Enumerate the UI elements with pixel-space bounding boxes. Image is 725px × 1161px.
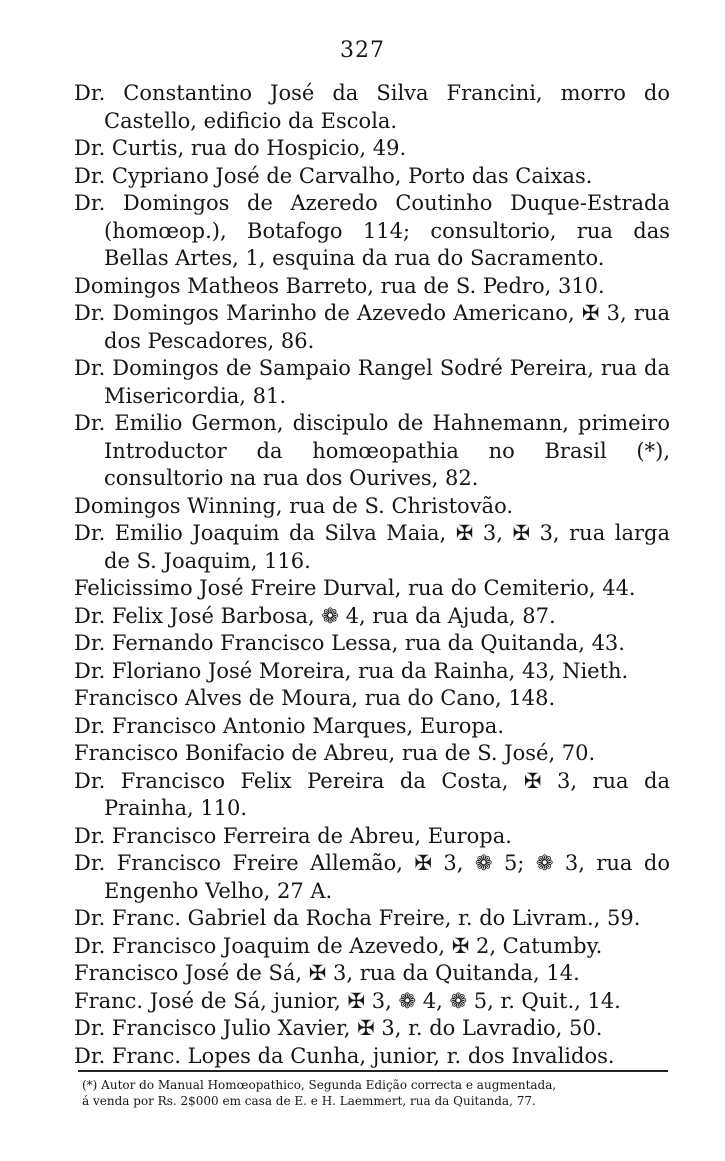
directory-entry: Dr. Franc. Gabriel da Rocha Freire, r. do Livram., 59. — [74, 906, 641, 930]
directory-entry: Dr. Francisco Freire Allemão, ✠ 3, ❁ 5; ❁ 3, rua do Engenho Velho, 27 A. — [74, 851, 670, 903]
directory-entry: Dr. Curtis, rua do Hospicio, 49. — [74, 136, 407, 160]
page-number: 327 — [340, 38, 385, 63]
footnote-line: (*) Autor do Manual Homœopathico, Segunda Edição correcta e augmentada, — [82, 1078, 557, 1092]
directory-entry: Dr. Domingos Marinho de Azevedo Americano, ✠ 3, rua dos Pescadores, 86. — [74, 301, 670, 353]
directory-entry: Francisco Alves de Moura, rua do Cano, 148. — [74, 686, 556, 710]
directory-entry: Dr. Francisco Julio Xavier, ✠ 3, r. do Lavradio, 50. — [74, 1016, 603, 1040]
directory-entry: Dr. Emilio Germon, discipulo de Hahnemann, primeiro Introductor da homœopathia no Brasil (*), consultorio na rua dos Ourives, 82. — [74, 411, 670, 490]
directory-entry: Dr. Franc. Lopes da Cunha, junior, r. dos Invalidos. — [74, 1043, 615, 1068]
directory-entry: Felicissimo José Freire Durval, rua do Cemiterio, 44. — [74, 576, 636, 600]
footnote-divider — [78, 1070, 668, 1072]
footnote — [82, 1077, 670, 1109]
directory-entry: Francisco Bonifacio de Abreu, rua de S. José, 70. — [74, 741, 596, 765]
directory-entry: Dr. Domingos de Sampaio Rangel Sodré Pereira, rua da Misericordia, 81. — [74, 356, 670, 408]
directory-entry: Dr. Domingos de Azeredo Coutinho Duque-Estrada (homœop.), Botafogo 114; consultorio, rua das Bellas Artes, 1, esquina da rua do Sacramento. — [74, 191, 670, 270]
directory-entry: Dr. Francisco Joaquim de Azevedo, ✠ 2, Catumby. — [74, 933, 603, 958]
directory-entry: Dr. Emilio Joaquim da Silva Maia, ✠ 3, ✠ 3, rua larga de S. Joaquim, 116. — [74, 521, 670, 573]
directory-entry: Domingos Winning, rua de S. Christovão. — [74, 493, 514, 518]
footnote-line: á venda por Rs. 2$000 em casa de E. e H. Laemmert, rua da Quitanda, 77. — [82, 1094, 536, 1108]
directory-entry: Dr. Cypriano José de Carvalho, Porto das Caixas. — [74, 163, 593, 188]
directory-entry: Franc. José de Sá, junior, ✠ 3, ❁ 4, ❁ 5, r. Quit., 14. — [74, 988, 621, 1013]
directory-entry: Francisco José de Sá, ✠ 3, rua da Quitanda, 14. — [74, 961, 580, 985]
directory-entry: Dr. Felix José Barbosa, ❁ 4, rua da Ajuda, 87. — [74, 603, 556, 628]
directory-entry: Dr. Francisco Antonio Marques, Europa. — [74, 713, 504, 738]
directory-entry: Dr. Floriano José Moreira, rua da Rainha, 43, Nieth. — [74, 658, 629, 683]
directory-entry: Dr. Constantino José da Silva Francini, morro do Castello, edificio da Escola. — [74, 81, 670, 133]
directory-entry: Dr. Francisco Felix Pereira da Costa, ✠ 3, rua da Prainha, 110. — [74, 768, 670, 820]
directory-entry: Dr. Fernando Francisco Lessa, rua da Quitanda, 43. — [74, 631, 625, 655]
directory-entry: Dr. Francisco Ferreira de Abreu, Europa. — [74, 823, 512, 848]
directory-list — [74, 80, 670, 1070]
directory-entry: Domingos Matheos Barreto, rua de S. Pedro, 310. — [74, 273, 605, 298]
